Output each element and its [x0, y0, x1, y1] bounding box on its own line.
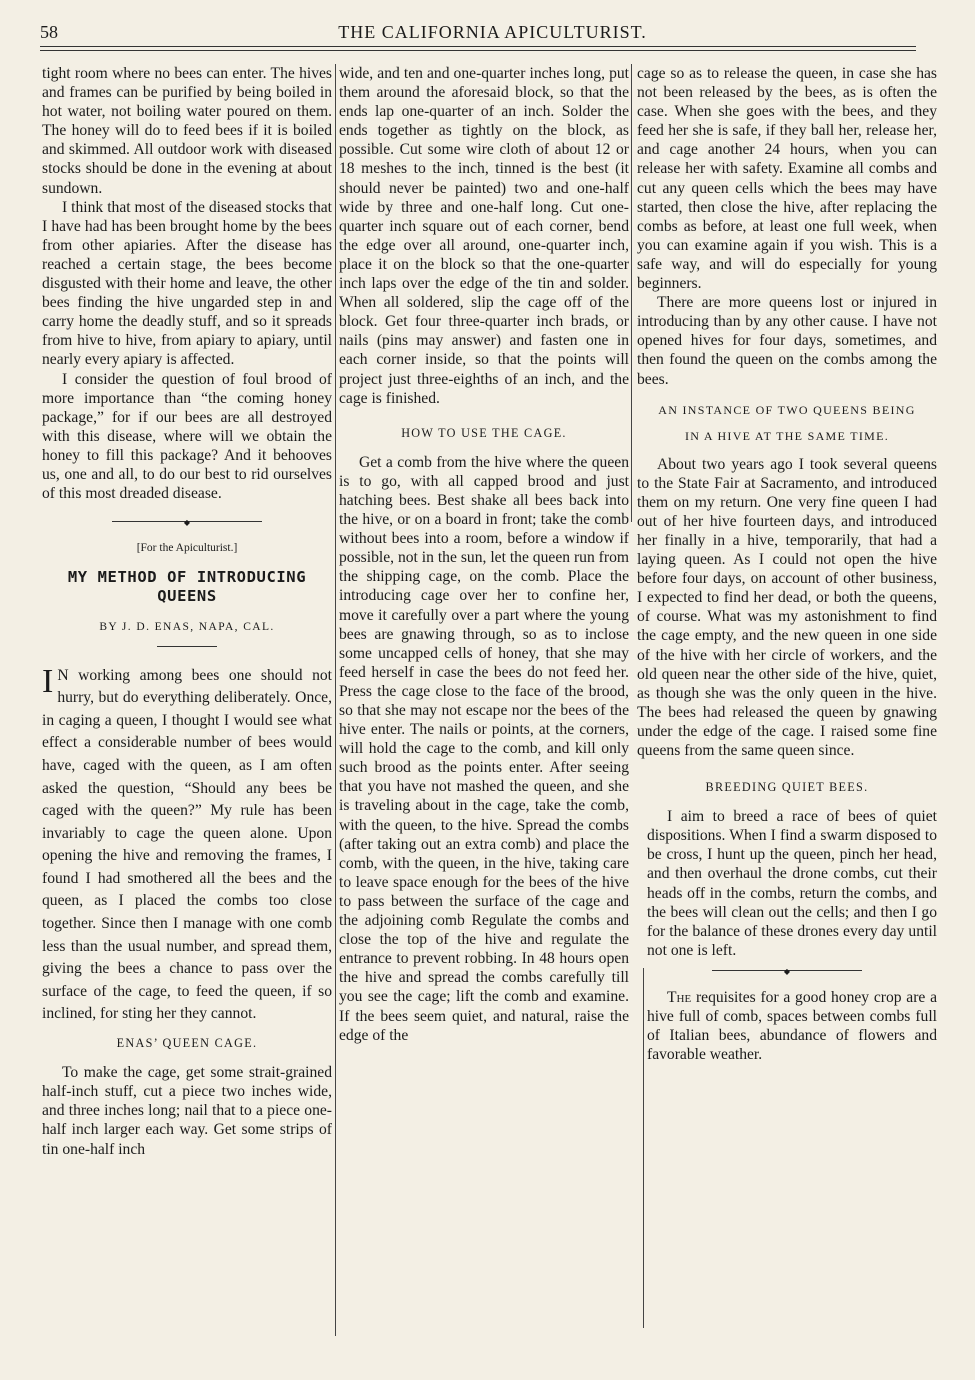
column-divider-right: [631, 64, 632, 522]
column-2: [339, 64, 629, 1045]
paragraph: wide, and ten and one-quarter inches long, put them around the aforesaid block, so that the ends lap one-quarter of an inch. Solder the ends together as tightly on the block, as possible. Cut some wire cloth of about 12 or 18 meshes to the inch, tinned is the best (it should never be painted) two and one-half wide by three and one-half long. Cut one-quarter inch square out of each corner, bend the edge over all around, one-quarter inch, place it on the block so that the one-quarter inch laps over the edge of the tin and solder. When all soldered, slip the cage off of the block. Get four three-quarter inch brads, or nails (pins may answer) and fasten one in each corner inside, so that the points will project just three-eighths of an inch, and the cage is finished.: [339, 65, 629, 407]
paragraph-text: requisites for a good honey crop are a hive full of comb, spaces between combs full of Italian bees, abundance of flowers and favorable weather.: [647, 988, 937, 1064]
header-rule-bottom: [40, 50, 916, 51]
section-heading: BREEDING QUIET BEES.: [705, 780, 869, 795]
paragraph: tight room where no bees can enter. The hives and frames can be purified by being boiled in hot water, not boiling water poured on them. The honey will do to feed bees if it is boiled and skimmed. All outdoor work with diseased stocks should be done in the evening at about sundown.: [42, 65, 332, 197]
drop-cap: I: [42, 662, 54, 700]
section-heading: HOW TO USE THE CAGE.: [401, 425, 567, 440]
paragraph: There are more queens lost or injured in introducing than by any other cause. I have not opened hives for four days, sometimes, and then found the queen on the combs among the bees.: [637, 294, 937, 388]
short-rule: [157, 646, 217, 647]
page-number: 58: [40, 22, 58, 42]
paragraph: [42, 662, 332, 1027]
paragraph: Get a comb from the hive where the queen is to go, with all capped brood and just hatching bees. Best shake all bees back into the hive, or on a board in front; take the comb without bees into a room, before a window if possible, not in the sun, let the queen run from the shipping cage, on the comb. Place the introducing cage over her to confine her, move it carefully over a part where the young bees are gnawing through, so as to inclose some uncapped cells of honey, that she may feed herself in case the bees do not feed her. Press the cage close to the face of the brood, so that she may not escape nor the bees of the hive enter. The nails or points, at the corners, will hold the cage to the comb, and kill only such brood as the points enter. After seeing that you have not mashed the queen, and she is traveling about in the cage, take the comb, with the queen, to the hive. Spread the combs (after taking out an extra comb) and place the comb, with the queen, in the hive, taking care to leave space enough for the bees of the hive to pass between the surface of the cage and the adjoining comb Regulate the combs and close the top of the hive and regulate the entrance to prevent robbing. In 48 hours open the hive and spread the combs carefully till you see the cage; lift the comb and examine. If the bees seem quiet, and natural, raise the edge of the: [339, 453, 629, 1044]
byline: BY J. D. ENAS, NAPA, CAL.: [99, 621, 275, 634]
column-divider-left: [335, 64, 336, 1336]
article-title: MY METHOD OF INTRODUCING QUEENS: [67, 568, 307, 606]
column-1: [42, 64, 332, 1159]
column-3: [637, 64, 937, 1064]
header-rule-top: [40, 46, 916, 47]
section-heading-line: AN INSTANCE OF TWO QUEENS BEING: [658, 402, 916, 417]
paragraph: cage so as to release the queen, in case she has not been released by the bees, as is often the case. When she goes with the bees, and they feed her she is safe, if they ball her, release her, and cage another 24 hours, when you can release her with safety. Examine all combs and cut any queen cells which the bees may have started, then close the hive, after replacing the combs as before, at least one full week, when you can examine again if you wish. This is a safe way, and will do especially for young beginners.: [637, 65, 937, 293]
paragraph-text: N working among bees one should not hurry, but do everything deliberately. Once, in caging a queen, I thought I would see what effect a considerable number of bees would have, caged with the queen, as I am often asked the question, “Should any bees be caged with the queen?” My rule has been invariably to cage the queen alone. Upon opening the hive and removing the frames, I found I had smothered all the bees and the queen, as I placed the combs too close together. Since then I manage with one comb less than the usual number, and spread them, giving the bees a chance to pass over the surface of the cage, to feed the queen, if so inclined, for sting her they cannot.: [42, 666, 332, 1023]
ornamental-rule: [712, 964, 862, 976]
source-note: [For the Apiculturist.]: [136, 542, 238, 555]
paragraph: I consider the question of foul brood of more importance than “the coming honey package,” for if our bees are all destroyed with this disease, where will we obtain the honey to fill this package? And it behooves us, one and all, to do our best to rid ourselves of this most dreaded disease.: [42, 370, 332, 503]
ornamental-rule: [112, 515, 262, 527]
section-heading-line: IN A HIVE AT THE SAME TIME.: [684, 428, 890, 443]
paragraph: [637, 988, 937, 1064]
paragraph: To make the cage, get some strait-grained half-inch stuff, cut a piece two inches wide, and three inches long; nail that to a piece one-half inch larger each way. Get some strips of tin one-half inch: [42, 1064, 332, 1158]
paragraph: I think that most of the diseased stocks that I have had has been brought home by the bees from other apiaries. After the disease has reached a certain stage, the bees become disgusted with their home and leave, the other bees finding the hive ungarded step in and carry home the deadly stuff, and so it spreads from hive to hive, from apiary to apiary, until nearly every apiary is affected.: [42, 198, 332, 369]
section-heading: ENAS’ QUEEN CAGE.: [116, 1036, 258, 1051]
section-heading: [637, 397, 937, 449]
running-head: THE CALIFORNIA APICULTURIST.: [338, 22, 647, 42]
lead-word: The: [667, 988, 692, 1006]
paragraph: About two years ago I took several queens to the State Fair at Sacramento, and introduced them on my return. One very fine queen I had out of her hive fourteen days, and introduced her finally in a hive, temporarily, that had a laying queen. As I could not open the hive before four days, on account of other business, I expected to find her dead, or both the queens, of course. What was my astonishment to find the cage empty, and the new queen in one side of the hive with her circle of workers, and the old queen near the other side of the hive, quiet, as though she was the only queen in the hive. The bees had released the queen by gnawing under the edge of the cage. I raised some fine queens from the same queen since.: [637, 455, 937, 759]
paragraph: I aim to breed a race of bees of quiet dispositions. When I find a swarm disposed to be cross, I hunt up the queen, pinch her head, and then overhaul the drone combs, cut their heads off in the combs, return the combs, and the bees will clean out the cells; and then I go for the balance of these drones every day until not one is left.: [647, 808, 937, 959]
